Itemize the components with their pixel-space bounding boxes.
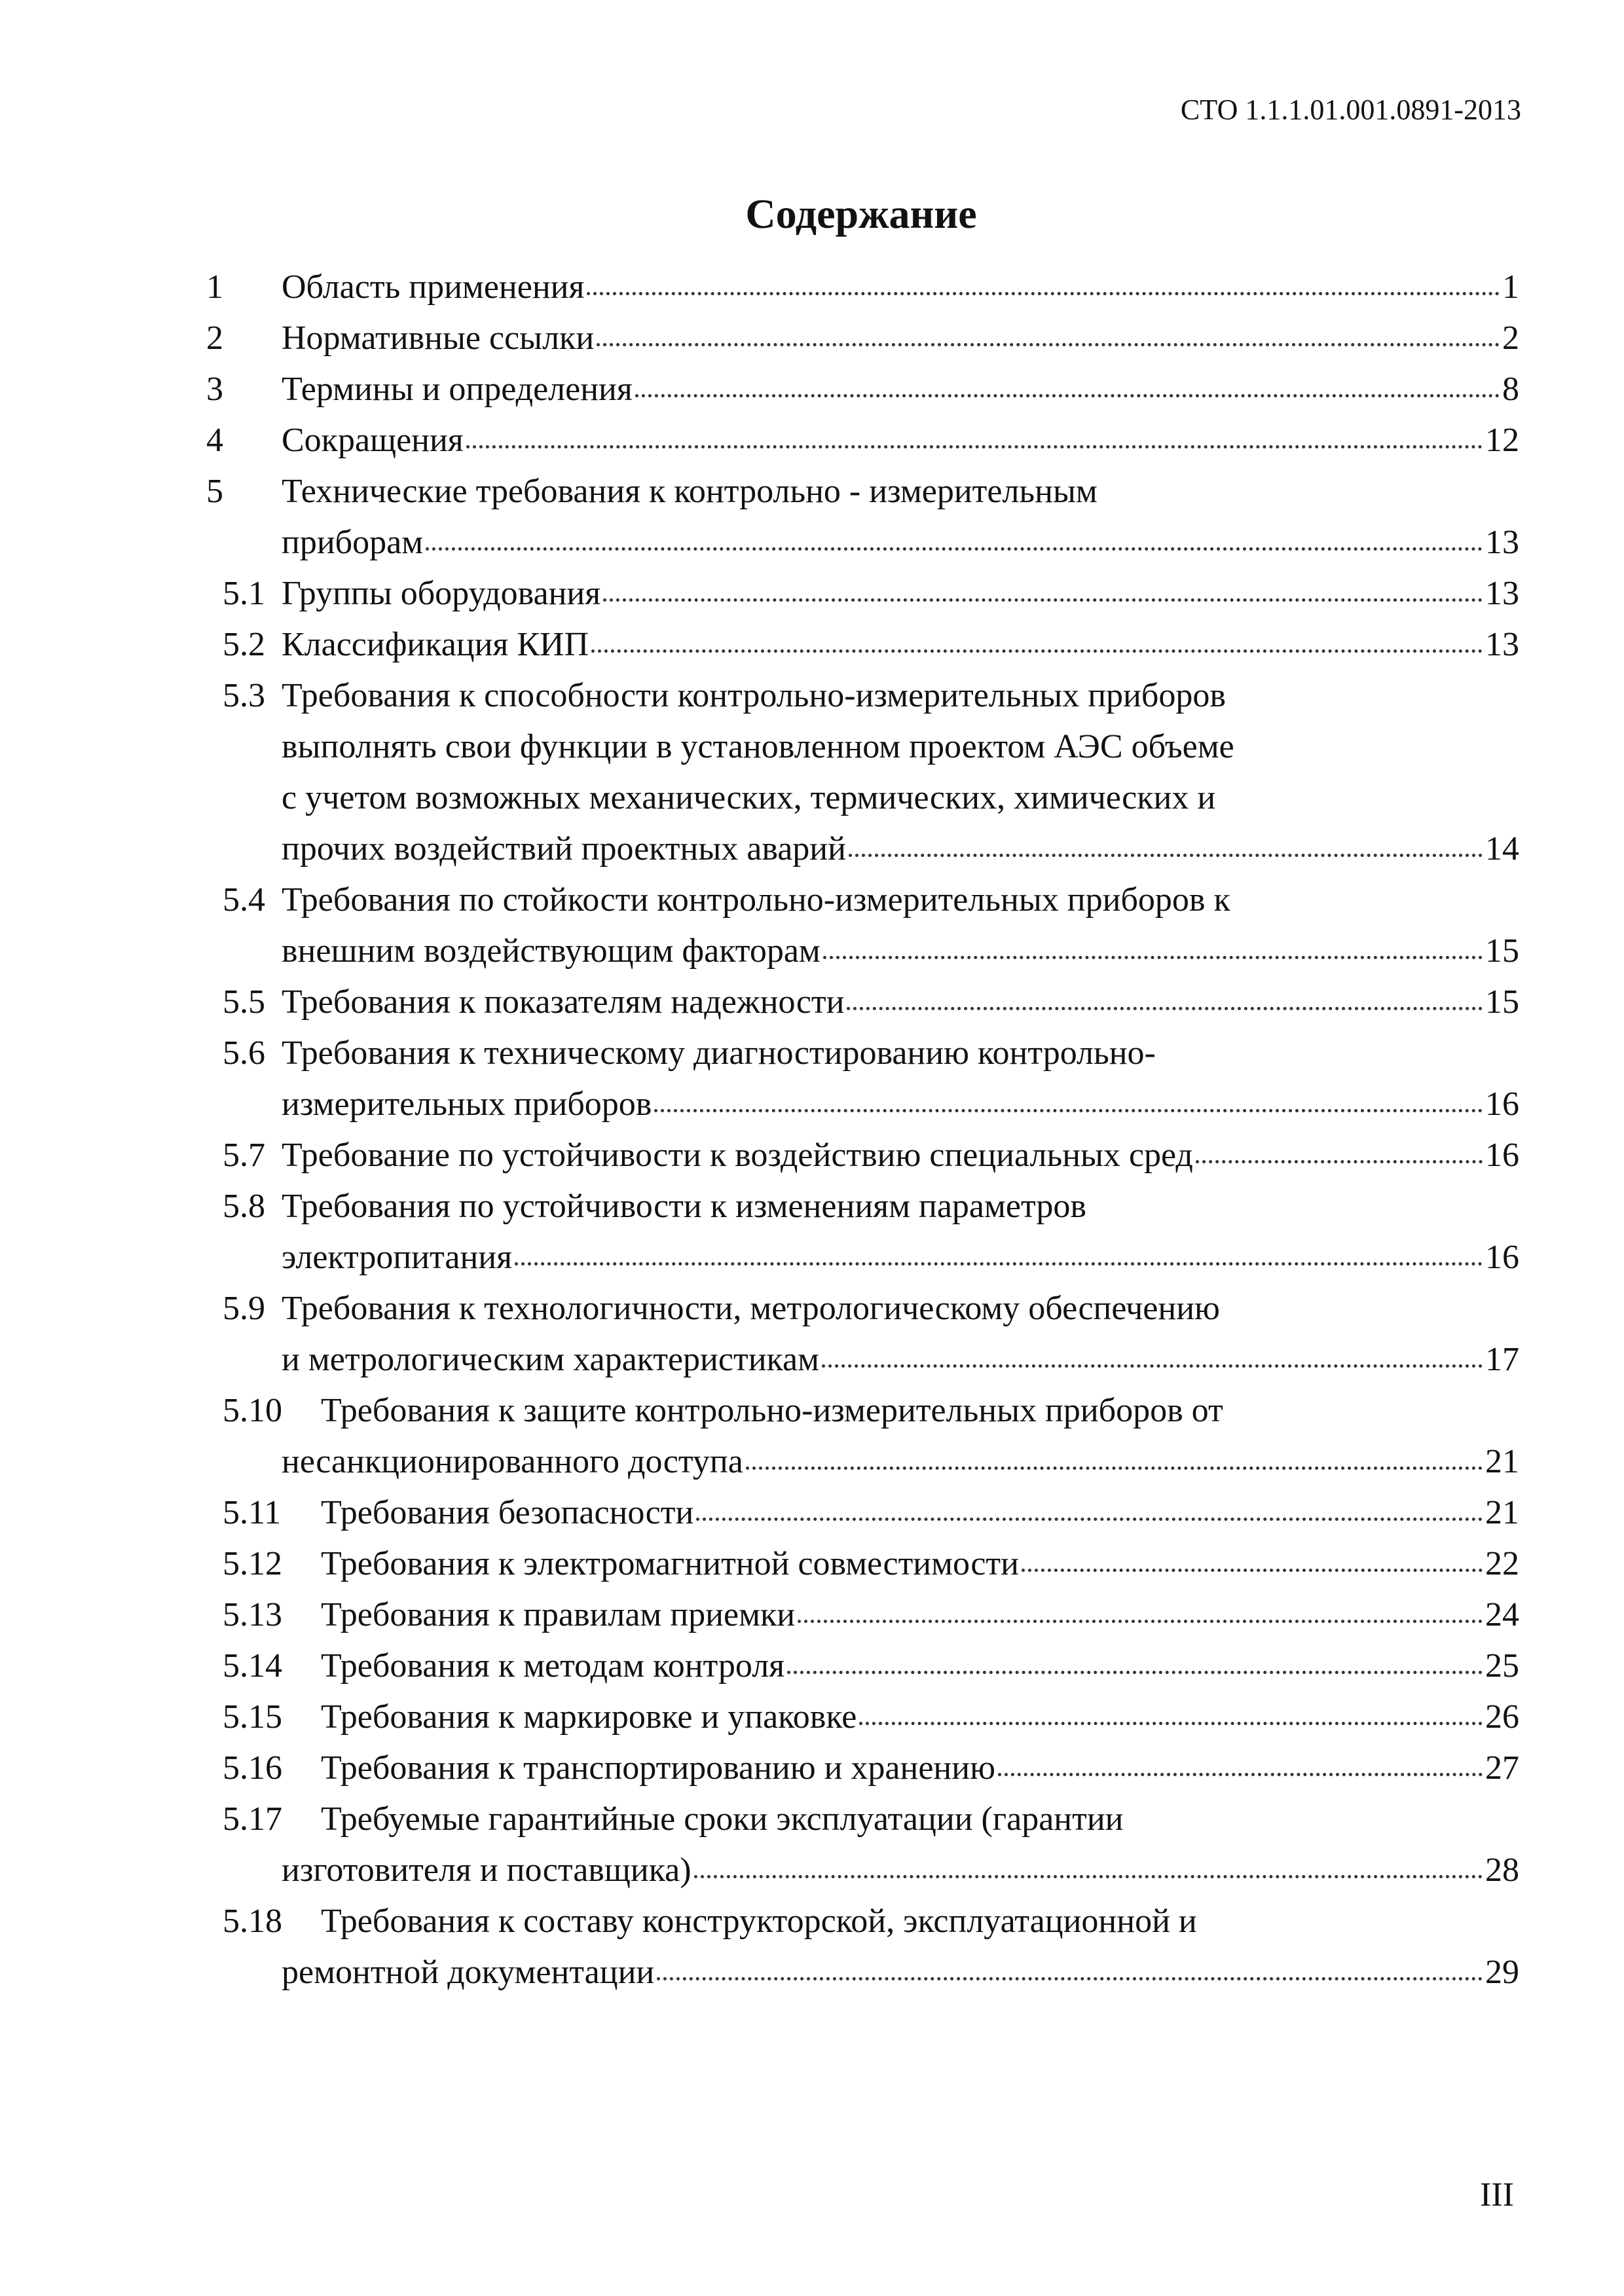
toc-row — [196, 773, 1519, 824]
toc-row — [196, 670, 1519, 721]
page-title: Содержание — [745, 191, 977, 237]
toc-entry-title: Требования к транспортированию и хранению — [321, 1749, 995, 1787]
toc-entry-number: 5.14 — [223, 1647, 282, 1685]
toc-row — [196, 1539, 1519, 1590]
toc-entry-line — [282, 1130, 1519, 1181]
toc-entry-title: несанкционированного доступа — [282, 1443, 743, 1480]
toc-entry-title: электропитания — [282, 1239, 513, 1276]
toc-row — [196, 1794, 1519, 1845]
toc-row — [196, 1692, 1519, 1743]
toc-dot-leader — [787, 1671, 1483, 1674]
toc-entry-title: Сокращения — [282, 422, 464, 459]
toc-entry-page: 13 — [1485, 524, 1519, 561]
toc-entry-line — [321, 1590, 1519, 1641]
toc-entry-page: 12 — [1485, 422, 1519, 459]
toc-entry-title: Термины и определения — [282, 371, 633, 408]
toc-entry-page: 13 — [1485, 575, 1519, 612]
toc-entry-page: 2 — [1502, 319, 1519, 357]
toc-entry-page: 15 — [1485, 932, 1519, 970]
toc-entry-title: Технические требования к контрольно - измерительным — [282, 473, 1098, 510]
toc-row — [196, 466, 1519, 517]
toc-entry-number: 5.18 — [223, 1903, 282, 1940]
toc-entry-title: прочих воздействий проектных аварий — [282, 830, 846, 867]
toc-row — [196, 313, 1519, 364]
toc-entry-title: Нормативные ссылки — [282, 319, 595, 357]
toc-entry-number: 5 — [206, 473, 223, 510]
toc-entry-page: 25 — [1485, 1647, 1519, 1685]
toc-entry-number: 5.16 — [223, 1749, 282, 1787]
toc-entry-number: 5.8 — [223, 1188, 265, 1225]
toc-entry-line — [321, 1539, 1519, 1590]
toc-entry-line — [282, 926, 1519, 977]
toc-row — [196, 1181, 1519, 1232]
toc-entry-page: 22 — [1485, 1545, 1519, 1582]
toc-dot-leader — [426, 547, 1483, 551]
toc-entry-title: Требования к технологичности, метрологическому обеспечению — [282, 1290, 1220, 1327]
toc-dot-leader — [597, 343, 1500, 346]
toc-row — [196, 568, 1519, 619]
toc-entry-line — [321, 1641, 1519, 1692]
toc-entry-title: и метрологическим характеристикам — [282, 1341, 819, 1378]
toc-entry-title: ремонтной документации — [282, 1954, 655, 1991]
toc-row — [196, 1079, 1519, 1130]
toc-entry-title: Требования безопасности — [321, 1494, 694, 1531]
toc-entry-line — [282, 568, 1519, 619]
toc-entry-title: Требование по устойчивости к воздействию специальных сред — [282, 1137, 1193, 1174]
toc-entry-number: 5.17 — [223, 1800, 282, 1838]
toc-row — [196, 1334, 1519, 1385]
toc-entry-page: 28 — [1485, 1851, 1519, 1889]
toc-dot-leader — [657, 1977, 1483, 1980]
toc-entry-number: 5.4 — [223, 881, 265, 919]
toc-entry-page: 15 — [1485, 983, 1519, 1021]
toc-entry-number: 2 — [206, 319, 223, 357]
toc-row — [196, 1487, 1519, 1539]
toc-entry-number: 5.1 — [223, 575, 265, 612]
toc-dot-leader — [591, 649, 1483, 653]
toc-row — [196, 1743, 1519, 1794]
toc-entry-page: 26 — [1485, 1698, 1519, 1736]
toc-entry-title: выполнять свои функции в установленном проектом АЭС объеме — [282, 728, 1234, 765]
toc-entry-page: 17 — [1485, 1341, 1519, 1378]
toc-dot-leader — [998, 1773, 1483, 1776]
toc-row — [196, 1947, 1519, 1998]
toc-entry-line — [282, 977, 1519, 1028]
toc-dot-leader — [798, 1620, 1483, 1623]
toc-dot-leader — [515, 1262, 1483, 1266]
toc-dot-leader — [823, 956, 1483, 959]
toc-entry-title: Требования к защите контрольно-измерительных приборов от — [321, 1392, 1223, 1429]
toc-entry-number: 5.11 — [223, 1494, 282, 1531]
toc-entry-line — [321, 1692, 1519, 1743]
toc-entry-title: с учетом возможных механических, термических, химических и — [282, 779, 1216, 816]
toc-entry-title: изготовителя и поставщика) — [282, 1851, 692, 1889]
toc-entry-line — [321, 1487, 1519, 1539]
toc-entry-title: Требования к техническому диагностированию контрольно- — [282, 1034, 1156, 1072]
toc-entry-page: 8 — [1502, 371, 1519, 408]
toc-row — [196, 721, 1519, 773]
toc-dot-leader — [696, 1518, 1483, 1521]
toc-entry-line — [282, 364, 1519, 415]
toc-entry-number: 5.15 — [223, 1698, 282, 1736]
toc-entry-title: Требования к маркировке и упаковке — [321, 1698, 857, 1736]
toc-row — [196, 517, 1519, 568]
toc-entry-page: 14 — [1485, 830, 1519, 867]
toc-row — [196, 1028, 1519, 1079]
toc-entry-title: Требования к составу конструкторской, эксплуатационной и — [321, 1903, 1197, 1940]
toc-dot-leader — [822, 1364, 1483, 1368]
toc-row — [196, 1130, 1519, 1181]
toc-dot-leader — [1022, 1569, 1483, 1572]
toc-entry-number: 4 — [206, 422, 223, 459]
toc-entry-page: 1 — [1502, 268, 1519, 306]
toc-row — [196, 1641, 1519, 1692]
toc-row — [196, 926, 1519, 977]
toc-entry-line — [282, 1334, 1519, 1385]
toc-entry-line — [282, 262, 1519, 313]
toc-entry-title: Требования к методам контроля — [321, 1647, 785, 1685]
toc-row — [196, 1590, 1519, 1641]
toc-entry-title: Требования к электромагнитной совместимости — [321, 1545, 1019, 1582]
toc-entry-number: 5.12 — [223, 1545, 282, 1582]
toc-row — [196, 824, 1519, 875]
toc-row — [196, 1232, 1519, 1283]
toc-entry-page: 21 — [1485, 1494, 1519, 1531]
toc-entry-title: Классификация КИП — [282, 626, 589, 663]
toc-entry-number: 1 — [206, 268, 223, 306]
toc-entry-title: Требования к способности контрольно-измерительных приборов — [282, 677, 1226, 714]
toc-entry-page: 13 — [1485, 626, 1519, 663]
toc-entry-title: Требования по стойкости контрольно-измерительных приборов к — [282, 881, 1230, 919]
toc-entry-page: 21 — [1485, 1443, 1519, 1480]
toc-entry-number: 5.5 — [223, 983, 265, 1021]
toc-entry-line — [282, 1436, 1519, 1487]
toc-entry-line — [282, 1845, 1519, 1896]
toc-entry-line — [282, 1079, 1519, 1130]
toc-dot-leader — [587, 292, 1500, 295]
toc-entry-number: 5.3 — [223, 677, 265, 714]
toc-row — [196, 1385, 1519, 1436]
toc-entry-number: 5.10 — [223, 1392, 282, 1429]
toc-entry-page: 16 — [1485, 1085, 1519, 1123]
toc-entry-number: 3 — [206, 371, 223, 408]
toc-row — [196, 977, 1519, 1028]
toc-dot-leader — [694, 1875, 1483, 1878]
toc-entry-title: Область применения — [282, 268, 585, 306]
toc-row — [196, 262, 1519, 313]
toc-dot-leader — [466, 445, 1483, 448]
toc-dot-leader — [603, 598, 1483, 602]
toc-entry-page: 16 — [1485, 1137, 1519, 1174]
toc-entry-title: Требования по устойчивости к изменениям параметров — [282, 1188, 1086, 1225]
toc-entry-line — [282, 619, 1519, 670]
toc-row — [196, 364, 1519, 415]
toc-dot-leader — [635, 394, 1500, 397]
toc-dot-leader — [847, 1007, 1483, 1010]
toc-entry-line — [282, 1947, 1519, 1998]
toc-entry-number: 5.2 — [223, 626, 265, 663]
table-of-contents — [196, 262, 1519, 1998]
toc-entry-line — [282, 824, 1519, 875]
document-code: СТО 1.1.1.01.001.0891-2013 — [1180, 94, 1521, 126]
toc-entry-line — [282, 313, 1519, 364]
toc-entry-title: Требуемые гарантийные сроки эксплуатации (гарантии — [321, 1800, 1124, 1838]
page-number: III — [1480, 2176, 1514, 2214]
toc-entry-line — [282, 415, 1519, 466]
toc-entry-line — [282, 517, 1519, 568]
toc-entry-page: 16 — [1485, 1239, 1519, 1276]
toc-dot-leader — [1196, 1160, 1483, 1163]
toc-entry-title: внешним воздействующим факторам — [282, 932, 821, 970]
toc-row — [196, 1436, 1519, 1487]
toc-entry-page: 24 — [1485, 1596, 1519, 1633]
toc-row — [196, 415, 1519, 466]
toc-entry-title: измерительных приборов — [282, 1085, 652, 1123]
toc-entry-title: Требования к правилам приемки — [321, 1596, 796, 1633]
toc-dot-leader — [654, 1109, 1483, 1112]
toc-entry-number: 5.13 — [223, 1596, 282, 1633]
toc-entry-title: Требования к показателям надежности — [282, 983, 845, 1021]
toc-dot-leader — [849, 854, 1483, 857]
toc-entry-line — [321, 1743, 1519, 1794]
toc-entry-number: 5.9 — [223, 1290, 265, 1327]
toc-row — [196, 1283, 1519, 1334]
toc-row — [196, 1845, 1519, 1896]
toc-dot-leader — [859, 1722, 1483, 1725]
toc-entry-number: 5.6 — [223, 1034, 265, 1072]
toc-entry-title: приборам — [282, 524, 424, 561]
toc-entry-title: Группы оборудования — [282, 575, 601, 612]
toc-entry-page: 27 — [1485, 1749, 1519, 1787]
toc-entry-page: 29 — [1485, 1954, 1519, 1991]
toc-row — [196, 1896, 1519, 1947]
toc-entry-line — [282, 1232, 1519, 1283]
toc-row — [196, 619, 1519, 670]
toc-row — [196, 875, 1519, 926]
toc-dot-leader — [746, 1467, 1483, 1470]
toc-entry-number: 5.7 — [223, 1137, 265, 1174]
